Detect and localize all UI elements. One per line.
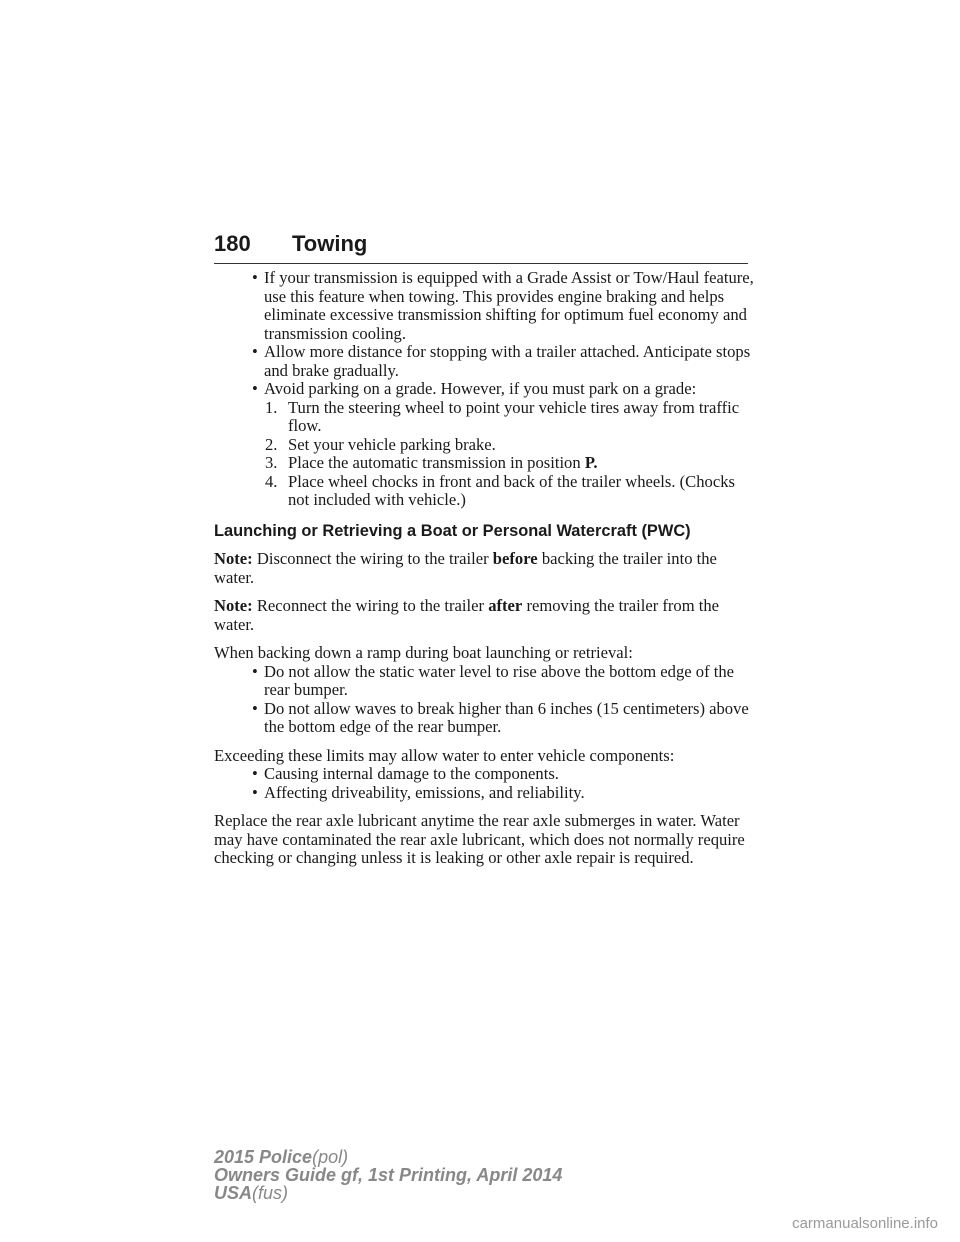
bullet-icon: • — [252, 342, 258, 361]
bullet-icon: • — [252, 268, 258, 287]
list-item: • Avoid parking on a grade. However, if you must park on a grade: — [252, 379, 697, 398]
watermark: carmanualsonline.info — [792, 1215, 938, 1232]
numbered-step: 4. Place wheel chocks in front and back of the trailer wheels. (Chocks not included with vehicle.) — [265, 471, 735, 509]
note-before: Note: Disconnect the wiring to the trailer before backing the trailer into the water. — [214, 549, 717, 587]
bullet-icon: • — [252, 379, 258, 398]
bullet-icon: • — [252, 782, 258, 802]
numbered-step: 3. Place the automatic transmission in position P. — [265, 453, 598, 472]
list-item: • If your transmission is equipped with a Grade Assist or Tow/Haul feature, use this feature when towing. This provides engine braking and helps eliminate excessive transmission shifting for optimum fuel economy and transmission cooling. — [252, 268, 754, 343]
page-header — [214, 229, 748, 264]
list-item: • Affecting driveability, emissions, and reliability. — [252, 782, 585, 802]
numbered-step: 1. Turn the steering wheel to point your vehicle tires away from traffic flow. — [265, 397, 740, 435]
list-item: • Do not allow waves to break higher than 6 inches (15 centimeters) above the bottom edge of the rear bumper. — [252, 698, 749, 736]
axle-paragraph: Replace the rear axle lubricant anytime the rear axle submerges in water. Water may have contaminated the rear axle lubricant, which does not normally require checking or changing unless it is leaking or other axle repair is required. — [214, 811, 745, 867]
bullet-icon: • — [252, 764, 258, 783]
ramp-paragraph: When backing down a ramp during boat launching or retrieval: — [214, 643, 633, 662]
document-footer: 2015 Police(pol) Owners Guide gf, 1st Printing, April 2014 USA(fus) — [214, 1147, 563, 1203]
list-item: • Do not allow the static water level to rise above the bottom edge of the rear bumper. — [252, 661, 735, 699]
section-heading: Launching or Retrieving a Boat or Personal Watercraft (PWC) — [214, 521, 691, 540]
section-title: Towing — [292, 231, 368, 256]
page-content — [214, 269, 754, 868]
bullet-icon: • — [252, 661, 258, 681]
note-after: Note: Reconnect the wiring to the trailer after removing the trailer from the water. — [214, 596, 720, 634]
numbered-step: 2. Set your vehicle parking brake. — [265, 434, 496, 454]
list-item: • Allow more distance for stopping with a trailer attached. Anticipate stops and brake gradually. — [252, 342, 751, 380]
bullet-icon: • — [252, 698, 258, 718]
exceed-paragraph: Exceeding these limits may allow water to enter vehicle components: — [214, 745, 675, 765]
page-number: 180 — [214, 231, 251, 256]
list-item: • Causing internal damage to the components. — [252, 764, 559, 783]
